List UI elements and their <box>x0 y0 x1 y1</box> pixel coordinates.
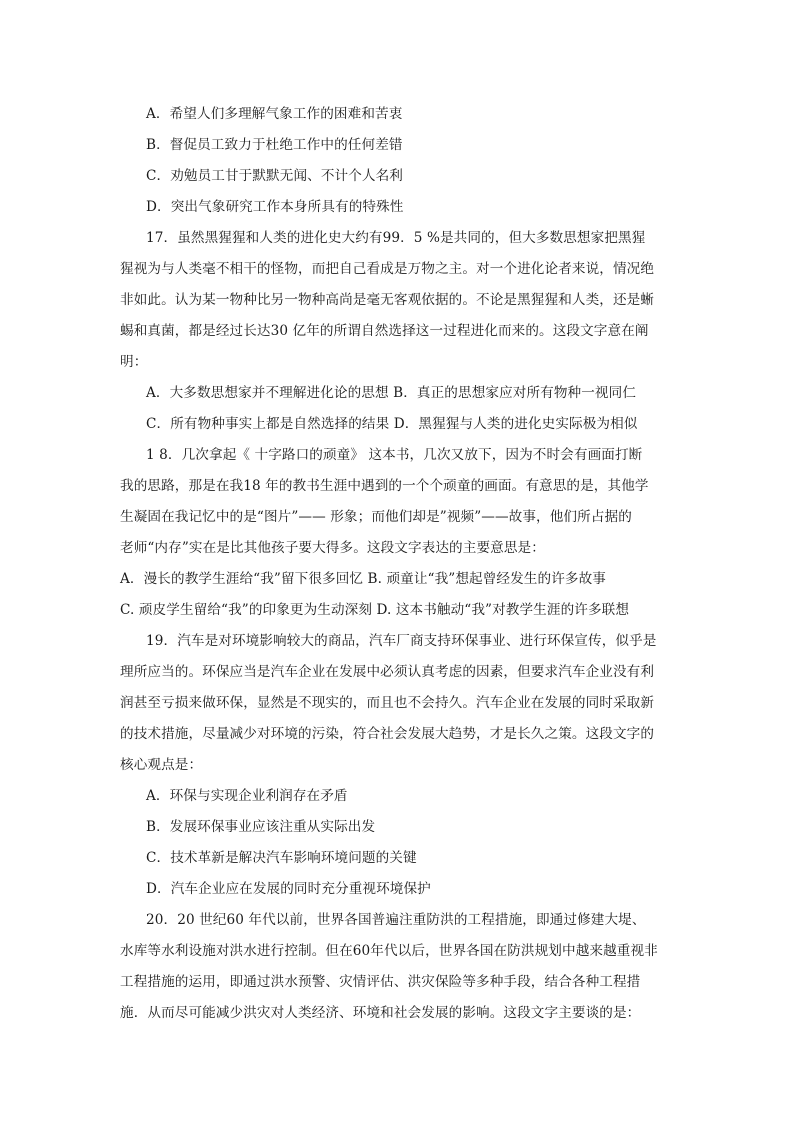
q18-options-cd: C. 顽皮学生留给“我”的印象更为生动深刻 D. 这本书触动“我”对教学生涯的许多联想 <box>120 602 630 618</box>
q17-stem-line: 非如此。认为某一物种比另一物种高尚是毫无客观依据的。不论是黑猩猩和人类，还是蜥 <box>120 292 655 308</box>
q17-stem-line: 猩视为与人类毫不相干的怪物，而把自己看成是万物之主。对一个进化论者来说，情况绝 <box>120 261 655 277</box>
q16-option-d: D．突出气象研究工作本身所具有的特殊性 <box>146 199 404 215</box>
q16-option-a: A．希望人们多理解气象工作的困难和苦衷 <box>146 106 403 122</box>
q18-options-ab: A．漫长的教学生涯给“我”留下很多回忆 B. 顽童让“我”想起曾经发生的许多故事 <box>120 571 606 587</box>
q16-option-b: B．督促员工致力于杜绝工作中的任何差错 <box>146 137 403 153</box>
q17-options-ab: A．大多数思想家并不理解进化论的思想 B．真正的思想家应对所有物种一视同仁 <box>146 385 637 401</box>
q16-option-c: C．劝勉员工甘于默默无闻、不计个人名利 <box>146 168 403 184</box>
q20-stem-line: 工程措施的运用，即通过洪水预警、灾情评估、洪灾保险等多种手段，结合各种工程措 <box>120 974 641 990</box>
q19-option-c: C．技术革新是解决汽车影响环境问题的关键 <box>146 850 417 866</box>
q17-stem-line: 明： <box>120 354 148 370</box>
q17-stem-line: 蜴和真菌，都是经过长达30 亿年的所谓自然选择这一过程进化而来的。这段文字意在阐 <box>120 323 649 339</box>
q17-stem-line: 17．虽然黑猩猩和人类的进化史大约有99．5 %是共同的，但大多数思想家把黑猩 <box>146 230 646 246</box>
q20-stem-line: 施．从而尽可能减少洪灾对人类经济、环境和社会发展的影响。这段文字主要谈的是： <box>120 1005 641 1021</box>
q19-stem-line: 核心观点是： <box>120 757 203 773</box>
q20-stem-line: 20．20 世纪60 年代以前，世界各国普遍注重防洪的工程措施，即通过修建大堤、 <box>146 912 646 928</box>
q18-stem-line: 我的思路，那是在我18 年的教书生涯中遇到的一个个顽童的画面。有意思的是，其他学 <box>120 478 649 494</box>
q19-option-a: A．环保与实现企业利润存在矛盾 <box>146 788 348 804</box>
q19-option-b: B．发展环保事业应该注重从实际出发 <box>146 819 376 835</box>
q18-stem-line: 生凝固在我记忆中的是“图片”—— 形象；而他们却是”视频”——故事，他们所占据的 <box>120 509 632 525</box>
q18-stem-line: 老师“内存”实在是比其他孩子要大得多。这段文字表达的主要意思是： <box>120 540 545 556</box>
q18-stem-line: 1 8．几次拿起《 十字路口的顽童》 这本书，几次又放下，因为不时会有画面打断 <box>146 447 643 463</box>
q19-stem-line: 19．汽车是对环境影响较大的商品，汽车厂商支持环保事业、进行环保宣传，似乎是 <box>146 633 657 649</box>
q19-stem-line: 润甚至亏损来做环保，显然是不现实的，而且也不会持久。汽车企业在发展的同时采取新 <box>120 695 655 711</box>
q19-stem-line: 的技术措施，尽量减少对环境的污染，符合社会发展大趋势，才是长久之策。这段文字的 <box>120 726 655 742</box>
q19-option-d: D．汽车企业应在发展的同时充分重视环境保护 <box>146 881 431 897</box>
q20-stem-line: 水库等水利设施对洪水进行控制。但在60年代以后，世界各国在防洪规划中越来越重视非 <box>120 943 658 959</box>
q17-options-cd: C．所有物种事实上都是自然选择的结果 D．黑猩猩与人类的进化史实际极为相似 <box>146 416 638 432</box>
q19-stem-line: 理所应当的。环保应当是汽车企业在发展中必须认真考虑的因素，但要求汽车企业没有利 <box>120 664 655 680</box>
